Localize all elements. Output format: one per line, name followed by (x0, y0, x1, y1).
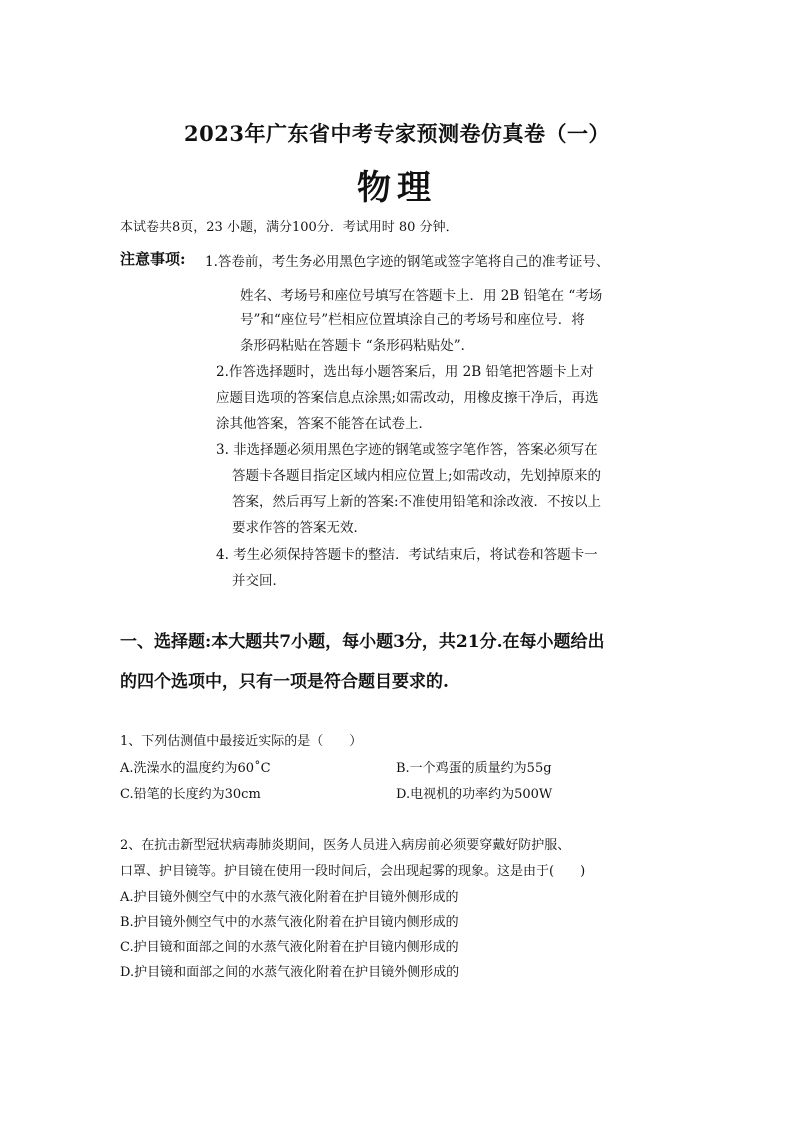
notice-line: 答案，然后再写上新的答案:不准使用铅笔和涂改液．不按以上 (232, 494, 602, 510)
notice-line: 3. 非选择题必须用黑色字迹的钢笔或签字笔作答，答案必须写在 (216, 442, 598, 458)
notice-line: 并交回． (232, 573, 286, 589)
notice-line: 姓名、考场号和座位号填写在答题卡上．用 2B 铅笔在 “考场 (240, 288, 603, 304)
question-2-option-d: D.护目镜和面部之间的水蒸气液化附着在护目镜外侧形成的 (120, 965, 460, 980)
exam-info: 本试卷共8页，23 小题，满分100分．考试用时 80 分钟． (120, 220, 459, 235)
notice-line: 号”和“座位号”栏相应位置填涂自己的考场号和座位号．将 (240, 312, 585, 328)
question-1-option-c: C.铅笔的长度约为30cm (120, 787, 261, 802)
exam-title: 2023年广东省中考专家预测卷仿真卷（一） (184, 121, 610, 146)
question-2-option-c: C.护目镜和面部之间的水蒸气液化附着在护目镜内侧形成的 (120, 940, 459, 955)
section-heading-line2: 的四个选项中，只有一项是符合题目要求的. (120, 672, 449, 692)
section-heading-line1: 一、选择题:本大题共7小题，每小题3分，共21分.在每小题给出 (120, 632, 605, 652)
subject-title: 物理 (357, 168, 437, 208)
notice-line: 4. 考生必须保持答题卡的整洁．考试结束后，将试卷和答题卡一 (216, 547, 598, 563)
question-1-option-a: A.洗澡水的温度约为60˚C (120, 761, 271, 776)
question-2-option-b: B.护目镜外侧空气中的水蒸气液化附着在护目镜内侧形成的 (120, 915, 459, 930)
notice-line: 条形码粘贴在答题卡 “条形码粘贴处”． (240, 338, 475, 354)
question-2-stem: 口罩、护目镜等。护目镜在使用一段时间后，会出现起雾的现象。这是由于( ) (120, 864, 586, 879)
notice-line: 1.答卷前，考生务必用黑色字迹的钢笔或签字笔将自己的准考证号、 (205, 254, 610, 270)
notice-line: 2.作答选择题时，选出每小题答案后，用 2B 铅笔把答题卡上对 (216, 364, 594, 380)
question-2-option-a: A.护目镜外侧空气中的水蒸气液化附着在护目镜外侧形成的 (120, 890, 459, 905)
question-1-option-b: B.一个鸡蛋的质量约为55g (396, 761, 552, 776)
question-1-stem: 1、下列估测值中最接近实际的是（ ） (120, 734, 363, 749)
notice-line: 要求作答的答案无效． (232, 520, 367, 536)
question-1-option-d: D.电视机的功率约为500W (396, 787, 553, 802)
notice-line: 涂其他答案，答案不能答在试卷上． (216, 416, 432, 432)
question-2-stem: 2、在抗击新型冠状病毒肺炎期间，医务人员进入病房前必须要穿戴好防护服、 (120, 838, 571, 853)
notice-label: 注意事项: (120, 250, 186, 268)
notice-line: 应题目选项的答案信息点涂黑;如需改动，用橡皮擦干净后，再选 (216, 390, 599, 406)
notice-line: 答题卡各题目指定区域内相应位置上;如需改动，先划掉原来的 (232, 468, 602, 484)
